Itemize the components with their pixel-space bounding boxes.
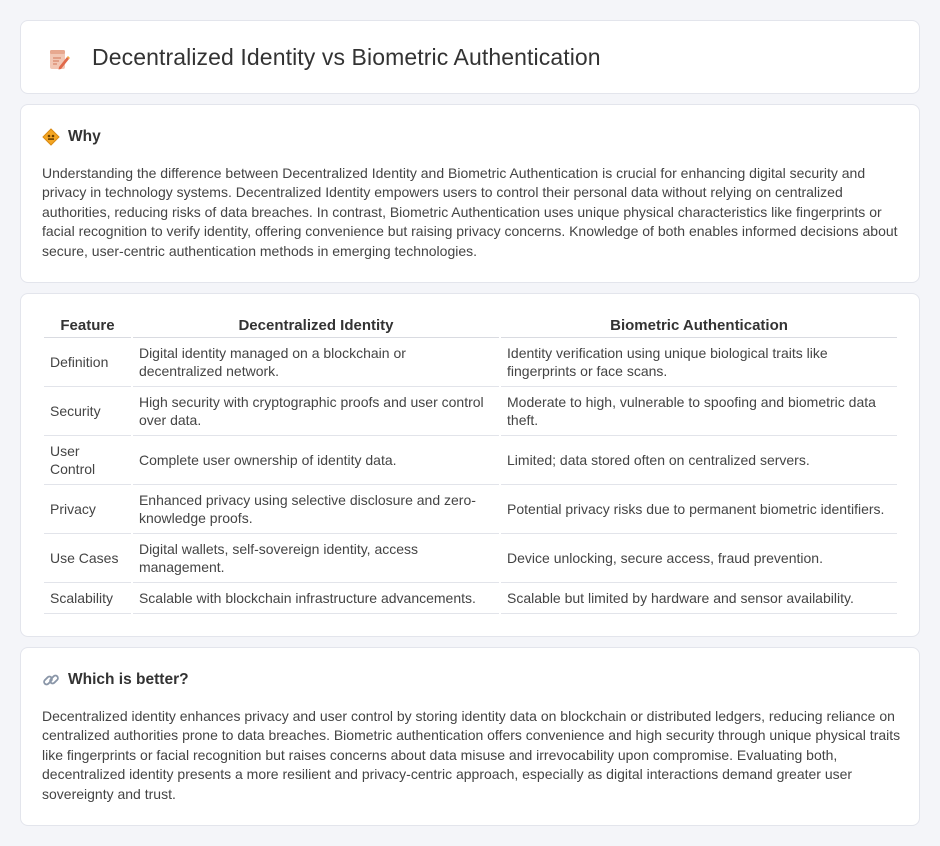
header-card [20, 20, 920, 94]
comparison-card [20, 293, 920, 637]
diamond-sign-icon [42, 128, 60, 146]
table-row [44, 436, 897, 485]
decentralized-cell: Enhanced privacy using selective disclosure and zero-knowledge proofs. [133, 485, 499, 534]
decentralized-cell: Digital wallets, self-sovereign identity, access management. [133, 534, 499, 583]
feature-cell: Security [44, 387, 131, 436]
feature-cell: Definition [44, 338, 131, 387]
biometric-cell: Potential privacy risks due to permanent biometric identifiers. [501, 485, 897, 534]
document-pencil-icon [48, 47, 70, 71]
better-heading [42, 670, 189, 690]
column-header: Decentralized Identity [133, 316, 499, 338]
why-body: Understanding the difference between Decentralized Identity and Biometric Authentication is crucial for enhancing digital security and privacy in technology systems. Decentralized Identity empowers users to control their personal data without relying on centralized authorities, reducing risks of data breaches. In contrast, Biometric Authentication uses unique physical characteristics like fingerprints or facial recognition to verify identity, offering convenience but raising privacy concerns. Knowledge of both enables informed decisions about secure, user-centric authentication methods in emerging technologies. [42, 165, 898, 259]
why-title: Why [68, 128, 101, 145]
feature-cell: Privacy [44, 485, 131, 534]
table-row [44, 534, 897, 583]
feature-cell: User Control [44, 436, 131, 485]
biometric-cell: Device unlocking, secure access, fraud prevention. [501, 534, 897, 583]
comparison-table [42, 316, 899, 614]
decentralized-cell: Digital identity managed on a blockchain or decentralized network. [133, 338, 499, 387]
biometric-cell: Scalable but limited by hardware and sensor availability. [501, 583, 897, 614]
biometric-cell: Moderate to high, vulnerable to spoofing and biometric data theft. [501, 387, 897, 436]
link-icon [42, 671, 60, 689]
biometric-cell: Identity verification using unique biological traits like fingerprints or face scans. [501, 338, 897, 387]
which-is-better-section [20, 647, 920, 826]
page-title: Decentralized Identity vs Biometric Authentication [92, 44, 601, 70]
better-body: Decentralized identity enhances privacy and user control by storing identity data on blockchain or distributed ledgers, reducing reliance on centralized authorities prone to data breaches. Biometric authentication offers convenience and high security through unique physical traits like fingerprints or facial recognition but raises concerns about data misuse and irrevocability upon compromise. Evaluating both, decentralized identity presents a more resilient and privacy-centric approach, especially as digital interactions demand greater user sovereignty and trust. [42, 708, 901, 802]
column-header: Feature [44, 316, 131, 338]
why-heading [42, 127, 101, 147]
decentralized-cell: Complete user ownership of identity data. [133, 436, 499, 485]
table-row [44, 387, 897, 436]
why-section [20, 104, 920, 283]
table-row [44, 338, 897, 387]
table-header-row [44, 316, 897, 338]
feature-cell: Use Cases [44, 534, 131, 583]
biometric-cell: Limited; data stored often on centralized servers. [501, 436, 897, 485]
table-row [44, 485, 897, 534]
decentralized-cell: High security with cryptographic proofs and user control over data. [133, 387, 499, 436]
column-header: Biometric Authentication [501, 316, 897, 338]
table-row [44, 583, 897, 614]
better-title: Which is better? [68, 671, 189, 688]
decentralized-cell: Scalable with blockchain infrastructure advancements. [133, 583, 499, 614]
feature-cell: Scalability [44, 583, 131, 614]
